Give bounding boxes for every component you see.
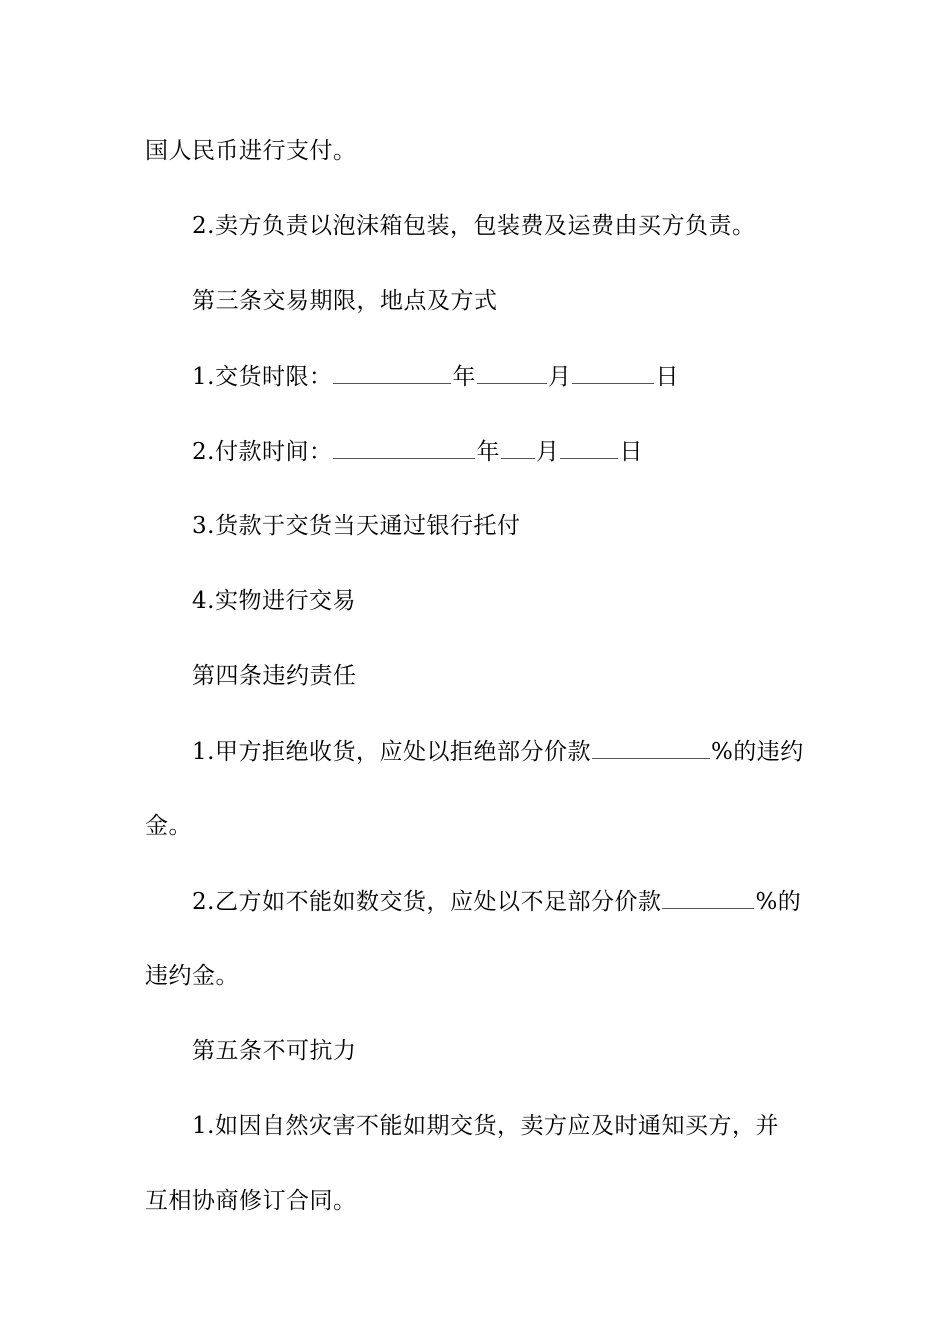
clause-buyer-refusal (192, 736, 804, 767)
clause-physical-trade (192, 586, 356, 616)
clause-label: 2.付款时间： (192, 439, 333, 465)
section-heading: 第四条违约责任 (192, 663, 357, 689)
clause-bank-payment (192, 511, 520, 541)
month-blank-field[interactable] (501, 436, 535, 459)
day-label: 日 (655, 364, 679, 390)
paragraph-text: 金。 (145, 813, 192, 839)
day-blank-field[interactable] (572, 361, 654, 384)
paragraph-payment-currency-continued (145, 136, 357, 166)
paragraph-text: 3.货款于交货当天通过银行托付 (192, 513, 521, 539)
clause-buyer-refusal-continued (145, 811, 192, 841)
year-blank-field[interactable] (333, 436, 475, 459)
clause-force-majeure (192, 1111, 779, 1141)
paragraph-text: 违约金。 (145, 963, 239, 989)
paragraph-text: 互相协商修订合同。 (145, 1188, 357, 1214)
section-heading: 第三条交易期限，地点及方式 (192, 288, 498, 314)
clause-text-suffix: %的 (755, 889, 802, 915)
penalty-percent-blank-field[interactable] (662, 886, 754, 909)
clause-payment-time (192, 436, 643, 467)
clause-seller-shortfall-continued (145, 961, 239, 991)
clause-text-suffix: %的违约 (710, 739, 804, 765)
year-label: 年 (452, 364, 476, 390)
penalty-percent-blank-field[interactable] (592, 736, 710, 759)
clause-delivery-deadline (192, 361, 679, 392)
clause-packaging (192, 211, 755, 241)
paragraph-text: 国人民币进行支付。 (145, 138, 357, 164)
section-heading: 第五条不可抗力 (192, 1038, 357, 1064)
clause-force-majeure-continued (145, 1186, 357, 1216)
month-label: 月 (547, 364, 572, 390)
clause-seller-shortfall (192, 886, 801, 917)
clause-label: 1.交货时限： (192, 364, 333, 390)
month-blank-field[interactable] (477, 361, 547, 384)
heading-article-3 (192, 286, 498, 316)
heading-article-4 (192, 661, 357, 691)
day-label: 日 (619, 439, 643, 465)
clause-text: 2.乙方如不能如数交货，应处以不足部分价款 (192, 889, 662, 915)
paragraph-text: 4.实物进行交易 (192, 588, 356, 614)
paragraph-text: 2.卖方负责以泡沫箱包装，包装费及运费由买方负责。 (192, 213, 756, 239)
day-blank-field[interactable] (560, 436, 618, 459)
heading-article-5 (192, 1036, 357, 1066)
paragraph-text: 1.如因自然灾害不能如期交货，卖方应及时通知买方，并 (192, 1113, 779, 1139)
clause-text: 1.甲方拒绝收货，应处以拒绝部分价款 (192, 739, 591, 765)
year-blank-field[interactable] (333, 361, 451, 384)
year-label: 年 (476, 439, 500, 465)
month-label: 月 (535, 439, 560, 465)
